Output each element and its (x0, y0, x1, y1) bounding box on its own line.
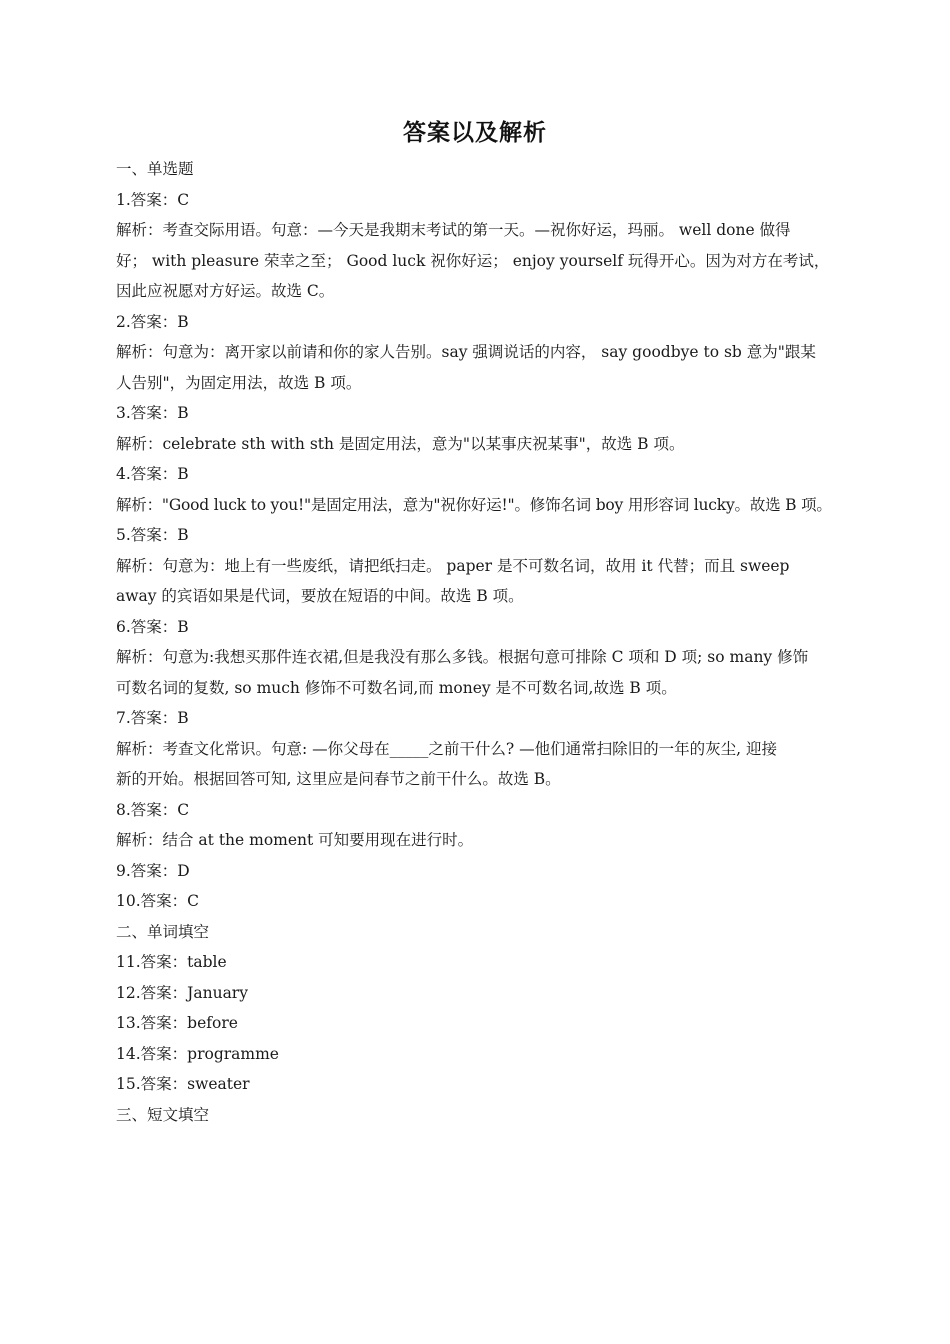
explanation-line: 人告别"，为固定用法，故选 B 项。 (116, 373, 362, 392)
answer-line: 8.答案：C (116, 800, 190, 819)
answer-line: 2.答案：B (116, 312, 189, 331)
answer-line: 3.答案：B (116, 404, 189, 422)
answer-line: 11.答案：table (116, 953, 227, 971)
section-heading-passage-fill: 三、短文填空 (116, 1105, 210, 1124)
answer-line: 5.答案：B (116, 526, 189, 544)
answer-line: 15.答案：sweater (116, 1075, 250, 1093)
explanation-line: 解析：句意为：离开家以前请和你的家人告别。say 强调说话的内容， say goodbye to sb 意为"跟某 (116, 343, 816, 361)
explanation-line: 解析：celebrate sth with sth 是固定用法，意为"以某事庆祝某事"，故选 B 项。 (116, 434, 685, 453)
answer-line: 6.答案：B (116, 617, 189, 636)
explanation-line: away 的宾语如果是代词，要放在短语的中间。故选 B 项。 (116, 587, 524, 605)
explanation-line: 解析：结合 at the moment 可知要用现在进行时。 (116, 831, 474, 849)
section-heading-single-choice: 一、单选题 (116, 160, 194, 178)
explanation-line: 解析："Good luck to you!"是固定用法，意为"祝你好运!"。修饰名词 boy 用形容词 lucky。故选 B 项。 (116, 495, 832, 514)
answer-line: 13.答案：before (116, 1014, 238, 1032)
explanation-line: 新的开始。根据回答可知, 这里应是问春节之前干什么。故选 B。 (116, 770, 561, 788)
explanation-line: 可数名词的复数, so much 修饰不可数名词,而 money 是不可数名词,故选 B 项。 (116, 678, 677, 697)
answer-line: 1.答案：C (116, 190, 190, 209)
answer-content (116, 154, 850, 1130)
answer-line: 9.答案：D (116, 861, 190, 880)
answer-line: 14.答案：programme (116, 1044, 279, 1063)
explanation-line: 好； with pleasure 荣幸之至； Good luck 祝你好运； enjoy yourself 玩得开心。因为对方在考试， (116, 251, 830, 270)
answer-line: 10.答案：C (116, 892, 200, 910)
section-heading-word-fill: 二、单词填空 (116, 922, 210, 941)
explanation-line: 解析：句意为:我想买那件连衣裙,但是我没有那么多钱。根据句意可排除 C 项和 D 项; so many 修饰 (116, 648, 809, 666)
explanation-line: 解析：考查文化常识。句意: —你父母在_____之前干什么? —他们通常扫除旧的一年的灰尘, 迎接 (116, 739, 777, 758)
explanation-line: 解析：考查交际用语。句意：—今天是我期末考试的第一天。—祝你好运，玛丽。 well done 做得 (116, 221, 791, 239)
explanation-line: 解析：句意为：地上有一些废纸，请把纸扫走。 paper 是不可数名词，故用 it 代替；而且 sweep (116, 556, 790, 575)
page-title: 答案以及解析 (403, 119, 547, 146)
answer-line: 7.答案：B (116, 709, 189, 727)
answer-line: 4.答案：B (116, 465, 189, 483)
explanation-line: 因此应祝愿对方好运。故选 C。 (116, 282, 335, 300)
answer-line: 12.答案：January (116, 983, 248, 1002)
